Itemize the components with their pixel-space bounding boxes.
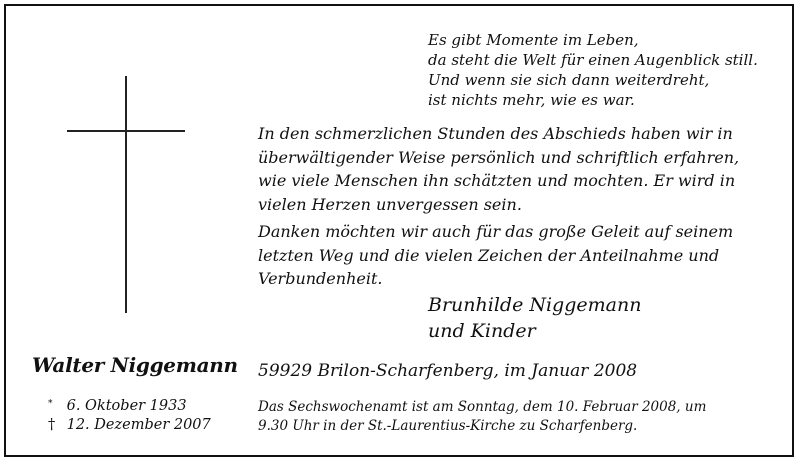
place-and-date: 59929 Brilon-Scharfenberg, im Januar 2008	[258, 361, 638, 381]
signers	[428, 292, 641, 344]
thanks-line: Verbundenheit.	[258, 269, 383, 288]
poem-line: Es gibt Momente im Leben,	[428, 31, 639, 49]
life-dates	[48, 395, 211, 435]
signer-line: Brunhilde Niggemann	[428, 294, 642, 316]
death-cross-icon: †	[48, 417, 56, 433]
thanks-line: überwältigender Weise persönlich und schriftlich erfahren,	[258, 147, 740, 167]
thanks-line: In den schmerzlichen Stunden des Abschieds haben wir in	[258, 124, 733, 143]
thanks-line: letzten Weg und die vielen Zeichen der Anteilnahme und	[258, 245, 720, 265]
thanks-line: wie viele Menschen ihn schätzten und mochten. Er wird in	[258, 171, 736, 190]
birth-date: 6. Oktober 1933	[66, 398, 187, 414]
birth-star-icon: *	[48, 399, 53, 409]
signer-line: und Kinder	[428, 320, 536, 342]
cross-horizontal-bar	[67, 130, 185, 132]
birth-date-row	[48, 395, 211, 416]
thanks-line: Danken möchten wir auch für das große Geleit auf seinem	[258, 222, 734, 241]
service-notice	[258, 398, 706, 436]
thanks-paragraph-2	[258, 220, 733, 291]
thanks-line: vielen Herzen unvergessen sein.	[258, 194, 522, 214]
service-line: 9.30 Uhr in der St.-Laurentius-Kirche zu Scharfenberg.	[258, 418, 638, 434]
death-date-row	[48, 416, 211, 435]
poem-line: ist nichts mehr, wie es war.	[428, 91, 635, 109]
service-line: Das Sechswochenamt ist am Sonntag, dem 10. Februar 2008, um	[258, 399, 707, 415]
poem-line: da steht die Welt für einen Augenblick still.	[428, 51, 758, 69]
poem	[428, 30, 758, 110]
cross-vertical-bar	[125, 76, 127, 313]
poem-line: Und wenn sie sich dann weiterdreht,	[428, 71, 710, 89]
death-date: 12. Dezember 2007	[66, 417, 211, 433]
thanks-paragraph-1	[258, 122, 739, 216]
deceased-name: Walter Niggemann	[32, 353, 238, 377]
